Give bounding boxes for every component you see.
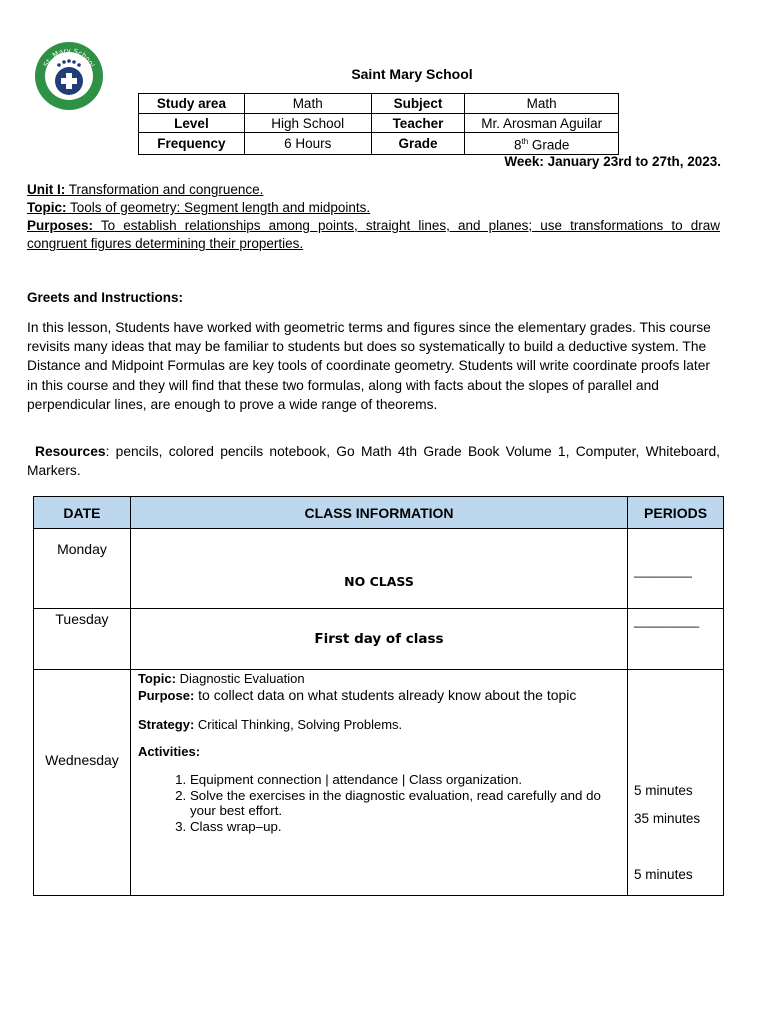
wednesday-periods xyxy=(628,670,724,896)
unit-line xyxy=(27,181,720,199)
resources-label: Resources xyxy=(35,444,106,459)
resources-line xyxy=(27,443,720,480)
wednesday-date: Wednesday xyxy=(34,670,131,896)
monday-date: Monday xyxy=(34,529,131,609)
teacher-value: Mr. Arosman Aguilar xyxy=(465,113,619,133)
study-area-label: Study area xyxy=(139,94,245,114)
topic-line xyxy=(27,199,720,217)
school-name: Saint Mary School xyxy=(351,66,473,82)
purposes-label: Purposes: xyxy=(27,218,94,233)
tuesday-row xyxy=(34,609,724,670)
subject-label: Subject xyxy=(371,94,465,114)
activity-item: 3. Class wrap–up. xyxy=(190,819,623,835)
grade-value: 8th Grade xyxy=(465,133,619,155)
info-row xyxy=(139,113,619,133)
topic-text: Tools of geometry: Segment length and midpoints. xyxy=(66,200,371,215)
wednesday-row xyxy=(34,670,724,896)
activity-item: 2. Solve the exercises in the diagnostic evaluation, read carefully and do your best effort. xyxy=(190,788,623,819)
monday-row xyxy=(34,529,724,609)
wed-topic: Topic: Diagnostic Evaluation xyxy=(137,671,305,686)
info-row xyxy=(139,133,619,155)
topic-label: Topic: xyxy=(27,200,67,215)
svg-text:St. Mary School: St. Mary School xyxy=(42,46,96,69)
unit-text: Transformation and congruence. xyxy=(65,182,264,197)
level-value: High School xyxy=(244,113,371,133)
purposes-line xyxy=(27,217,720,253)
teacher-label: Teacher xyxy=(371,113,465,133)
tuesday-date: Tuesday xyxy=(34,609,131,670)
study-area-value: Math xyxy=(244,94,371,114)
tuesday-period: _________ xyxy=(628,609,724,670)
period-2: 35 minutes xyxy=(634,811,701,826)
wed-activities-label: Activities: xyxy=(137,744,201,759)
activity-item: 1. Equipment connection | attendance | Class organization. xyxy=(190,772,623,788)
periods-header: PERIODS xyxy=(628,497,724,529)
subject-value: Math xyxy=(465,94,619,114)
date-header: DATE xyxy=(34,497,131,529)
purposes-text: To establish relationships among points, straight lines, and planes; use transformations to draw congruent figures determining their properties. xyxy=(27,218,720,251)
class-info-header: CLASS INFORMATION xyxy=(130,497,627,529)
monday-info: NO CLASS xyxy=(130,529,627,609)
greets-paragraph: In this lesson, Students have worked with geometric terms and figures since the elementary grades. This course revisits many ideas that may be familiar to students but does so systematically to build a deductive system. The Distance and Midpoint Formulas are key tools of coordinate geometry. Students will write coordinate proofs later in this course and they will find that these two formulas, along with facts about the slopes of parallel and perpendicular lines, are enough to prove a wide range of theorems. xyxy=(27,320,711,412)
wed-strategy: Strategy: Critical Thinking, Solving Problems. xyxy=(137,717,403,732)
wed-purpose: Purpose: to collect data on what students already know about the topic xyxy=(137,687,577,703)
level-label: Level xyxy=(139,113,245,133)
unit-label: Unit I: xyxy=(27,182,66,197)
wednesday-info xyxy=(130,670,627,896)
frequency-value: 6 Hours xyxy=(244,133,371,155)
grade-label: Grade xyxy=(371,133,465,155)
period-1: 5 minutes xyxy=(634,783,693,798)
period-3: 5 minutes xyxy=(634,867,693,882)
frequency-label: Frequency xyxy=(139,133,245,155)
resources-text: : pencils, colored pencils notebook, Go Math 4th Grade Book Volume 1, Computer, Whiteboard, Markers. xyxy=(27,444,720,478)
info-row xyxy=(139,94,619,114)
info-table xyxy=(138,93,619,155)
week-range: Week: January 23rd to 27th, 2023. xyxy=(504,154,721,169)
greets-heading: Greets and Instructions: xyxy=(27,290,184,305)
tuesday-info: First day of class xyxy=(130,609,627,670)
monday-period: ________ xyxy=(628,529,724,609)
schedule-table xyxy=(33,496,724,896)
schedule-header-row xyxy=(34,497,724,529)
activities-list xyxy=(138,772,623,834)
